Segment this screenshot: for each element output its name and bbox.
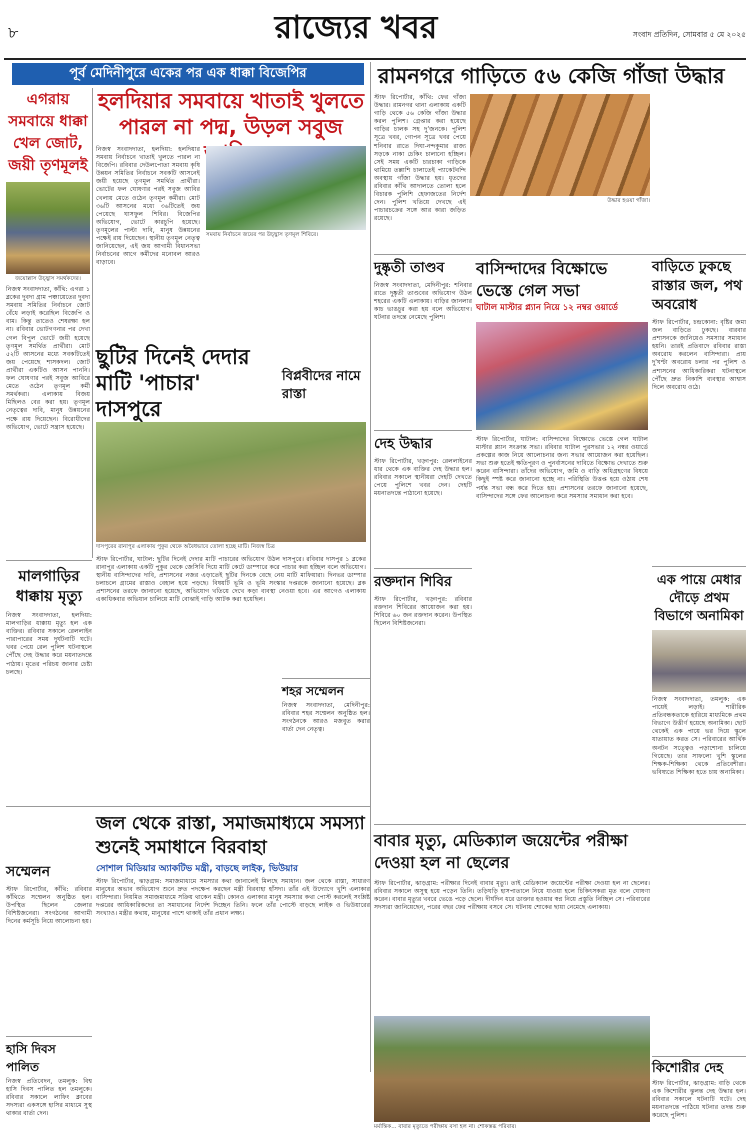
chhuti-headline: ছুটির দিনেই দেদার মাটি 'পাচার' দাসপুরে xyxy=(96,345,250,421)
barite-body: স্টাফ রিপোর্টার, চন্দ্রকোনা: বৃষ্টির জমা জল বাড়িতে ঢুকছে। বারবার প্রশাসনকে জানিয়েও সমস্যার সমাধান হয়নি। তারই প্রতিবাদে রবিবার রাস্তা অবরোধ করলেন বাসিন্দারা। প্রায় দু'ঘণ্টা অবরোধ চলার পর পুলিশ ও প্রশাসনের আধিকারিকরা ঘটনাস্থলে পৌঁছে দ্রুত নিকাশি ব্যবস্থার আশ্বাস দিলে অবরোধ ওঠে। xyxy=(652,319,746,391)
ramnagar-photo xyxy=(470,94,650,196)
deho-body: স্টাফ রিপোর্টার, খড়্গপুর: রেললাইনের ধার থেকে এক ব্যক্তির দেহ উদ্ধার হল। রবিবার সকালে স্থানীয়রা দেহটি দেখতে পেয়ে পুলিশে খবর দেন। দেহটি ময়নাতদন্তে পাঠানো হয়েছে। xyxy=(374,458,472,498)
haldia-headline: হলদিয়ার সমবায়ে খাতাই খুলতে পারল না পদ্ম, উড়ল সবুজ xyxy=(97,89,365,139)
col-rule xyxy=(370,62,371,1072)
shahar-article xyxy=(282,678,370,758)
babar-article xyxy=(374,830,650,1140)
ramnagar-body: স্টাফ রিপোর্টার, কাঁথি: ফের গাঁজা উদ্ধার। রামনগর থানা এলাকায় একটি গাড়ি থেকে ৫৬ কেজি গাঁজা উদ্ধার করল পুলিশ। গ্রেপ্তার করা হয়েছে গাড়ির চালক সহ দু'জনকে। পুলিশ সূত্রে খবর, গোপন সূত্রে খবর পেয়ে শনিবার রাতে দিঘা-নন্দকুমার রাজ্য সড়কে নাকা চেকিং চালানো হচ্ছিল। সেই সময় একটি চারচাকা গাড়িকে থামিয়ে তল্লাশি চালাতেই প্যাকেটবন্দি অবস্থায় গাঁজা উদ্ধার হয়। ধৃতদের রবিবার কাঁথি আদালতে তোলা হলে বিচারক পুলিশি হেফাজতের নির্দেশ দেন। পুলিশ খতিয়ে দেখছে এই পাচারচক্রের সঙ্গে আর কারা জড়িত রয়েছে। xyxy=(374,94,466,223)
jal-body: স্টাফ রিপোর্টার, ঝাড়গ্রাম: সমাজমাধ্যমে সমস্যার কথা জানালেই মিলছে সমাধান। জল থেকে রাস্তা, সাধারণ মানুষের অভাব অভিযোগ শুনে দ্রুত পদক্ষেপ করছেন মন্ত্রী বিরবাহা হাঁসদা। তাঁর এই উদ্যোগে খুশি এলাকার বাসিন্দারা। নিয়মিত সমাজমাধ্যমে সক্রিয় থাকেন মন্ত্রী। কোনও এলাকার মানুষ সমস্যার কথা পোস্ট করলেই সংশ্লিষ্ট দপ্তরের আধিকারিকদের তা সমাধানের নির্দেশ দিচ্ছেন তিনি। ফলে তাঁর পোস্টে বাড়ছে লাইক ও ভিউয়ারের সংখ্যাও। মন্ত্রীর কথায়, মানুষের পাশে থাকাই তাঁর প্রধান লক্ষ্য। xyxy=(96,878,370,918)
raktadan-body: স্টাফ রিপোর্টার, খড়্গপুর: রবিবার রক্তদান শিবিরের আয়োজন করা হয়। শিবিরে ৬০ জন রক্তদান করেন। উপস্থিত ছিলেন বিশিষ্টজনেরা। xyxy=(374,596,472,628)
haldia-body-2 xyxy=(206,242,366,338)
malgari-article xyxy=(6,560,92,800)
malgari-headline: মালগাড়ির ধাক্কায় মৃত্যু xyxy=(15,567,83,605)
babar-caption: মর্মান্তিক... বাবার মৃত্যুতে পরীক্ষায় বসা হল না। শোকস্তব্ধ পরিবার। xyxy=(374,1124,517,1130)
dushkriti-body: নিজস্ব সংবাদদাতা, মেদিনীপুর: শনিবার রাতে দুষ্কৃতী তাণ্ডবের অভিযোগ উঠল শহরের একটি এলাকায়। বাড়ির জানলার কাচ ভাঙচুর করা হয় বলে অভিযোগ। ঘটনার তদন্তে নেমেছে পুলিশ। xyxy=(374,282,472,322)
hasi-article xyxy=(6,1040,92,1140)
ek-paye-article xyxy=(652,566,746,856)
biplobi-article xyxy=(282,368,370,528)
haldia-body: নিজস্ব সংবাদদাতা, হলদিয়া: হলদিয়ার সমবায় নির্বাচনে খাতাই খুলতে পারল না বিজেপি। রবিবার দেউলপোতা সমবায় কৃষি উন্নয়ন সমিতির নির্বাচনে সবকটি আসনেই জয়ী হয়েছে তৃণমূল সমর্থিত প্রার্থীরা। ভোটের ফল ঘোষণার পরই সবুজ আবির খেলায় মেতে ওঠেন তৃণমূল কর্মীরা। মোট ৩৬টি আসনের মধ্যে ৩৬টিতেই জয় পেয়েছে ঘাসফুল শিবির। বিজেপির অভিযোগ, ভোটে কারচুপি হয়েছে। তৃণমূলের পাল্টা দাবি, মানুষ উন্নয়নের পক্ষেই রায় দিয়েছেন। স্থানীয় তৃণমূল নেতৃত্ব জানিয়েছেন, এই জয় আগামী বিধানসভা নির্বাচনের আগে কর্মীদের মনোবল আরও বাড়াবে। xyxy=(96,146,200,267)
deho-headline: দেহ উদ্ধার xyxy=(374,436,433,452)
haldia-photo xyxy=(206,146,366,230)
basinda-article xyxy=(476,258,648,558)
jal-article xyxy=(96,806,370,1136)
ramnagar-body-2 xyxy=(656,62,746,252)
basinda-subhead: ঘাটাল মাস্টার প্ল্যান নিয়ে ১২ নম্বর ওয়ার্ডে xyxy=(476,303,618,313)
hasi-body: নিজস্ব প্রতিবেদন, তমলুক: বিশ্ব হাসি দিবস পালিত হল তমলুকে। রবিবার সকালে লাফিং ক্লাবের সদস্যরা একসঙ্গে হাসির মাধ্যমে সুস্থ থাকার বার্তা দেন। xyxy=(6,1078,92,1118)
egra-body: নিজস্ব সংবাদদাতা, কাঁথি: এগরা ১ ব্লকের দুবদা গ্রাম পঞ্চায়েতের দুবদা সমবায় সমিতির নির্বাচনে জোট বেঁধে লড়াই করেছিল বিজেপি ও বাম। কিন্তু তাতেও শেষরক্ষা হল না। রবিবার ভোটগণনার পর দেখা গেল বিপুল ভোটে জয়ী হয়েছে তৃণমূল সমর্থিত প্রার্থীরা। মোট ৫২টি আসনের মধ্যে সবকটিতেই জয় পেয়েছে শাসকদল। জোট প্রার্থীরা একটিও আসন পাননি। ফল ঘোষণার পরই সবুজ আবিরে মেতে ওঠেন তৃণমূল কর্মী সমর্থকরা। এলাকায় বিজয় মিছিলও বের করা হয়। তৃণমূল নেতৃত্বের দাবি, মানুষ উন্নয়নের পক্ষে রায় দিয়েছেন। বিরোধীদের অভিযোগ, ভোটে সন্ত্রাস হয়েছে। xyxy=(6,286,90,431)
barite-headline: বাড়িতে ঢুকছে রাস্তার জল, পথ অবরোধ xyxy=(652,259,743,313)
haldia-article xyxy=(96,88,366,340)
malgari-body: নিজস্ব সংবাদদাতা, হলদিয়া: মালগাড়ির ধাক্কায় মৃত্যু হল এক ব্যক্তির। রবিবার সকালে রেললাইন পারাপারের সময় দুর্ঘটনাটি ঘটে। খবর পেয়ে রেল পুলিশ ঘটনাস্থলে পৌঁছে দেহ উদ্ধার করে ময়নাতদন্তে পাঠায়। মৃতের পরিচয় জানার চেষ্টা চলছে। xyxy=(6,612,92,676)
kishori-body: স্টাফ রিপোর্টার, ঝাড়গ্রাম: বাড়ি থেকে এক কিশোরীর ঝুলন্ত দেহ উদ্ধার হল। রবিবার সকালে ঘটনাটি ঘটে। দেহ ময়নাতদন্তে পাঠিয়ে ঘটনার তদন্ত শুরু করেছে পুলিশ। xyxy=(652,1080,746,1120)
shahar-body: নিজস্ব সংবাদদাতা, মেদিনীপুর: রবিবার শহর সম্মেলন অনুষ্ঠিত হল। সংগঠনকে আরও মজবুত করার বার্তা দেন নেতৃত্ব। xyxy=(282,702,370,734)
raktadan-headline: রক্তদান শিবির xyxy=(374,574,452,590)
ek-paye-headline: এক পায়ে মেধার দৌড়ে প্রথম বিভাগে অনামিকা xyxy=(654,573,744,624)
dushkriti-headline: দুষ্কৃতী তাণ্ডব xyxy=(374,260,445,276)
biplobi-headline: বিপ্লবীদের নামে রাস্তা xyxy=(282,369,361,402)
dushkriti-article xyxy=(374,258,472,458)
kishori-headline: কিশোরীর দেহ xyxy=(652,1061,723,1076)
banner-text: পূর্ব মেদিনীপুরে একের পর এক ধাক্কা বিজেপির xyxy=(69,66,307,81)
masthead xyxy=(6,2,746,56)
page-number: ৮ xyxy=(8,23,19,42)
row-rule xyxy=(374,254,746,255)
basinda-headline: বাসিন্দাদের বিক্ষোভে ভেস্তে গেল সভা xyxy=(476,259,608,300)
raktadan-article xyxy=(374,568,472,668)
chhuti-caption: দাসপুরের রানাপুর এলাকায় পুকুর থেকে অবৈধভাবে তোলা হচ্ছে মাটি। নিজস্ব চিত্র xyxy=(96,544,275,550)
jal-headline: জল থেকে রাস্তা, সমাজমাধ্যমে সমস্যা শুনেই সমাধানে বিরবাহা xyxy=(96,813,365,858)
deho-article xyxy=(374,430,472,560)
ek-paye-photo xyxy=(652,630,746,692)
ek-paye-body: নিজস্ব সংবাদদাতা, তমলুক: এক পায়েই লড়াই। শারীরিক প্রতিবন্ধকতাকে হারিয়ে মাধ্যমিকে প্রথম বিভাগে উত্তীর্ণ হয়েছে অনামিকা। ছোট থেকেই এক পায়ে ভর দিয়ে স্কুলে যাতায়াত করত সে। পরিবারের আর্থিক অনটন সত্ত্বেও পড়াশোনা চালিয়ে গিয়েছে। তার সাফল্যে খুশি স্কুলের শিক্ষক-শিক্ষিকা থেকে প্রতিবেশীরা। ভবিষ্যতে শিক্ষিকা হতে চায় অনামিকা। xyxy=(652,696,746,776)
barite-article xyxy=(652,258,746,558)
basinda-body: স্টাফ রিপোর্টার, ঘাটাল: বাসিন্দাদের বিক্ষোভে ভেস্তে গেল ঘাটাল মাস্টার প্ল্যান সংক্রান্ত সভা। রবিবার ঘাটাল পুরসভার ১২ নম্বর ওয়ার্ডে প্রকল্পের কাজ নিয়ে আলোচনার জন্য সভার আয়োজন করা হয়েছিল। সভা শুরু হতেই ক্ষতিপূরণ ও পুনর্বাসনের দাবিতে বিক্ষোভ দেখাতে শুরু করেন বাসিন্দারা। তাঁদের অভিযোগ, জমি ও বাড়ি অধিগ্রহণের বিষয়ে কিছুই স্পষ্ট করে জানানো হচ্ছে না। পরিস্থিতি উত্তপ্ত হয়ে ওঠায় শেষ পর্যন্ত সভা বন্ধ করে দিতে হয়। প্রশাসনের তরফে জানানো হয়েছে, বাসিন্দাদের সঙ্গে ফের আলোচনা করে সমস্যার সমাধান করা হবে। xyxy=(476,436,648,500)
haldia-caption: সমবায় নির্বাচনে জয়ের পর উচ্ছ্বাস তৃণমূল শিবিরে। xyxy=(206,232,319,238)
hasi-headline: হাসি দিবস পালিত xyxy=(6,1042,56,1074)
masthead-rule xyxy=(4,58,746,60)
egra-article xyxy=(6,88,90,558)
date-line: সংবাদ প্রতিদিন, সোমবার ৫ মে ২০২৫ xyxy=(632,30,746,39)
banner-purba-medinipur xyxy=(12,63,364,85)
babar-photo xyxy=(374,1016,650,1122)
section-title: রাজ্যের খবর xyxy=(274,8,438,46)
egra-photo xyxy=(6,182,90,274)
egra-caption: জয়োল্লাস উচ্ছ্বাস সমর্থকদের। xyxy=(15,276,81,282)
ramnagar-caption: উদ্ধার হওয়া গাঁজা। xyxy=(607,198,650,204)
egra-headline: এগরায় সমবায়ে ধাক্কা খেল জোট, জয়ী তৃণমূলই xyxy=(8,90,88,174)
jal-subhead: সোশাল মিডিয়ার অ্যাকটিভ মন্ত্রী, বাড়ছে লাইক, ভিউয়ার xyxy=(96,864,298,874)
col-rule xyxy=(92,88,93,558)
kishori-article xyxy=(652,1060,746,1140)
chhuti-body: স্টাফ রিপোর্টার, ঘাটাল: ছুটির দিনেই দেদার মাটি পাচারের অভিযোগ উঠল দাসপুরে। রবিবার দাসপুর ১ ব্লকের রানাপুর এলাকায় একটি পুকুর থেকে জেসিবি দিয়ে মাটি কেটে ডাম্পারে করে পাচার করা হচ্ছিল বলে অভিযোগ। স্থানীয় বাসিন্দাদের দাবি, প্রশাসনের নজর এড়াতেই ছুটির দিনকে বেছে নেয় মাটি মাফিয়ারা। দিনভর ডাম্পার চলাচলে গ্রামের রাস্তাও বেহাল হয়ে পড়ছে। বিষয়টি ভূমি ও ভূমি সংস্কার দপ্তরকে জানানো হয়েছে। ব্লক প্রশাসনের তরফে জানানো হয়েছে, অভিযোগ খতিয়ে দেখে কড়া ব্যবস্থা নেওয়া হবে। এর আগেও এলাকায় একাধিকবার অভিযান চালিয়ে মাটি বোঝাই গাড়ি আটক করা হয়েছিল। xyxy=(96,556,366,604)
basinda-photo xyxy=(476,322,648,430)
shahar-headline: শহর সম্মেলন xyxy=(282,684,344,698)
sammelan-headline: সম্মেলন xyxy=(6,864,51,880)
babar-headline: বাবার মৃত্যু, মেডিক্যাল জয়েন্টের পরীক্ষা দেওয়া হল না ছেলের xyxy=(374,831,628,872)
ramnagar-headline: রামনগরে গাড়িতে ৫৬ কেজি গাঁজা উদ্ধার xyxy=(378,64,725,88)
sammelan-article xyxy=(6,862,92,1012)
ramnagar-article xyxy=(374,62,746,252)
babar-body: স্টাফ রিপোর্টার, ঝাড়গ্রাম: পরীক্ষার দিনেই বাবার মৃত্যু। তাই মেডিক্যাল জয়েন্টের পরীক্ষা দেওয়া হল না ছেলের। রবিবার সকালে অসুস্থ হয়ে পড়েন তিনি। তড়িঘড়ি হাসপাতালে নিয়ে যাওয়া হলে চিকিৎসকরা মৃত বলে ঘোষণা করেন। বাবার মৃত্যুর খবরে ভেঙে পড়ে ছেলে। দীর্ঘদিন ধরে ডাক্তার হওয়ার স্বপ্ন নিয়ে প্রস্তুতি নিচ্ছিল সে। পরিবারের সদস্যরা জানিয়েছেন, পরের বছর ফের পরীক্ষায় বসবে সে। ঘটনায় শোকের ছায়া নেমেছে এলাকায়। xyxy=(374,880,650,912)
sammelan-body: স্টাফ রিপোর্টার, কাঁথি: রবিবার কাঁথিতে সম্মেলন অনুষ্ঠিত হল। উপস্থিত ছিলেন জেলার বিশিষ্টজনেরা। সংগঠনের আগামী দিনের কর্মসূচি নিয়ে আলোচনা হয়। xyxy=(6,886,92,926)
